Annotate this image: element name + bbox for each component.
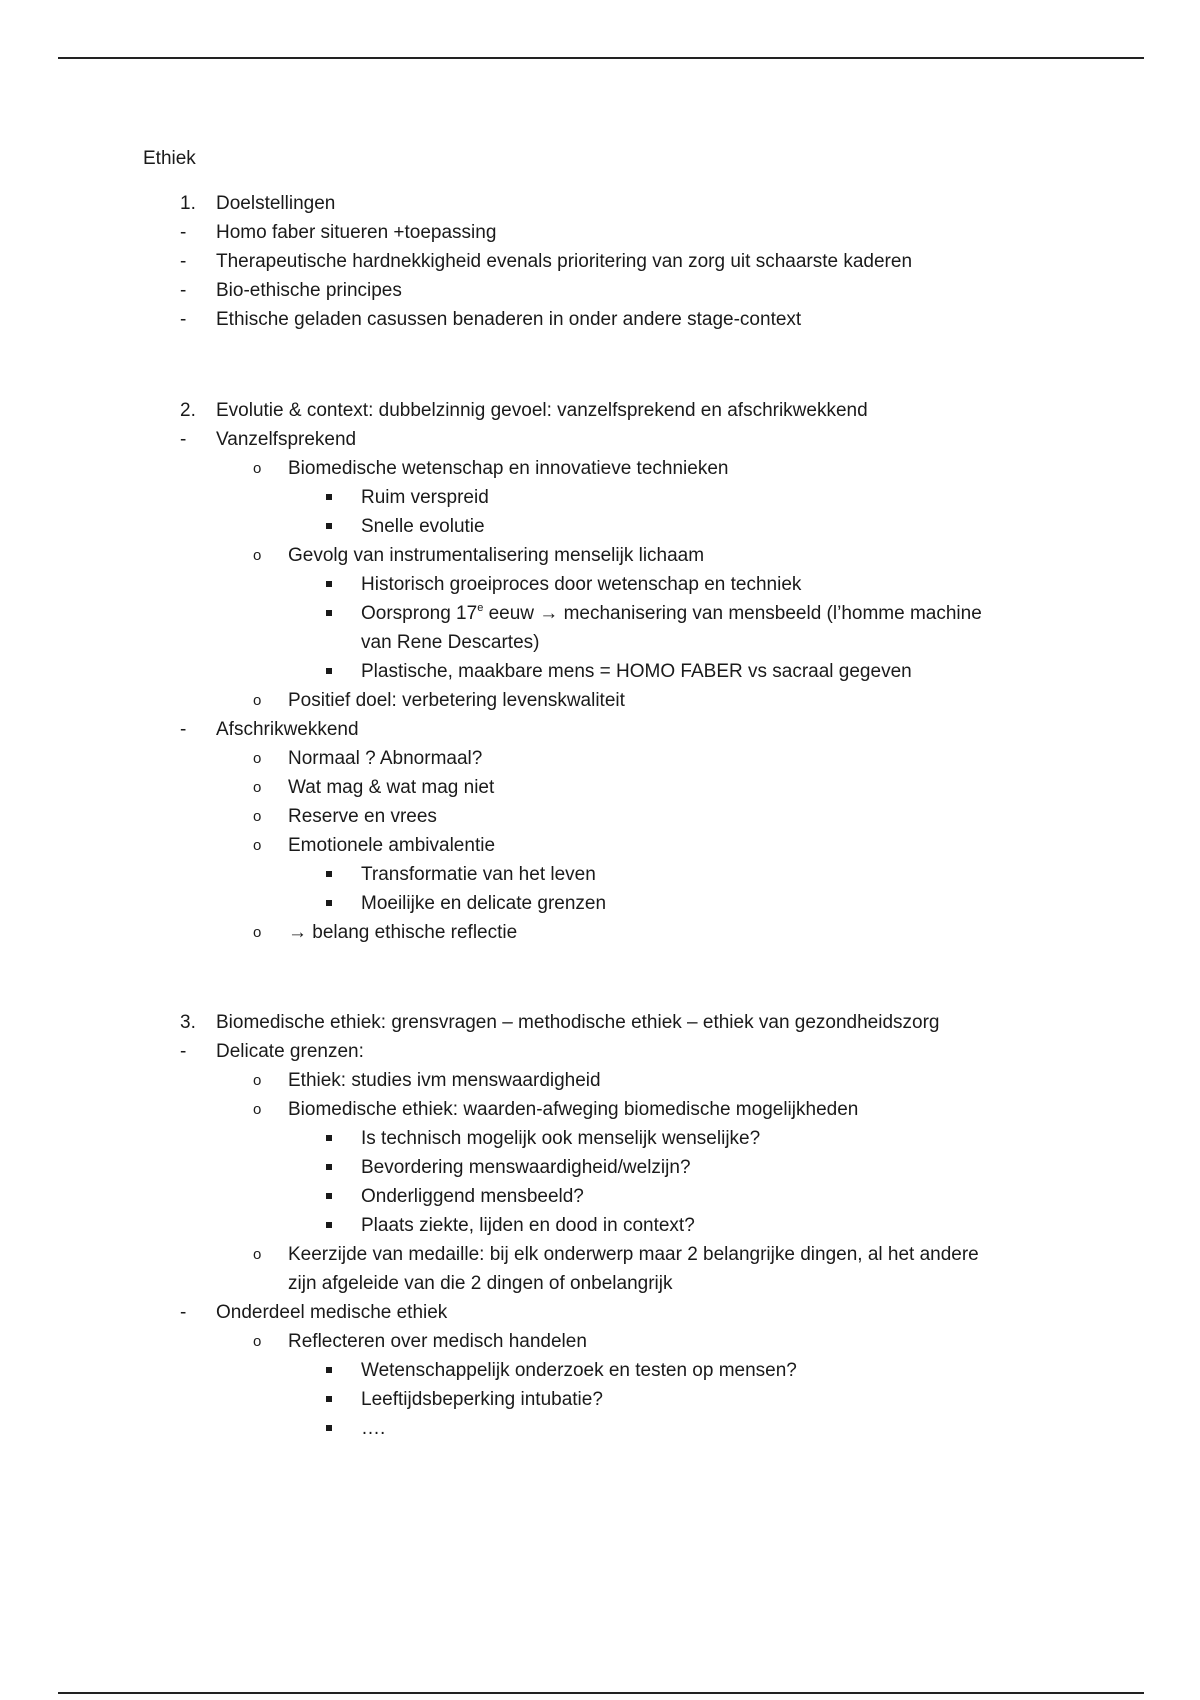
list-item: Wetenschappelijk onderzoek en testen op mensen?: [0, 1356, 1200, 1385]
list-item: Onderliggend mensbeeld?: [0, 1182, 1200, 1211]
list-item: Bevordering menswaardigheid/welzijn?: [0, 1153, 1200, 1182]
document-title: Ethiek: [143, 148, 196, 169]
square-bullet: [326, 1135, 332, 1141]
list-item: - Delicate grenzen:: [0, 1037, 1200, 1066]
list-item: o Reserve en vrees: [0, 802, 1200, 831]
square-bullet: [326, 610, 332, 616]
square-bullet: [326, 581, 332, 587]
square-bullet: [326, 668, 332, 674]
list-item: Transformatie van het leven: [0, 860, 1200, 889]
square-bullet: [326, 494, 332, 500]
circle-bullet: o: [253, 692, 262, 709]
list-item: - Ethische geladen casussen benaderen in onder andere stage-context: [0, 305, 1200, 334]
dash-bullet: -: [180, 1041, 187, 1062]
circle-bullet: o: [253, 837, 262, 854]
list-item: - Homo faber situeren +toepassing: [0, 218, 1200, 247]
section-1-heading: 1. Doelstellingen: [180, 193, 336, 214]
list-item: ….: [0, 1414, 1200, 1443]
list-item: o Biomedische ethiek: waarden-afweging biomedische mogelijkheden: [0, 1095, 1200, 1124]
dash-bullet: -: [180, 251, 187, 272]
list-item: o Wat mag & wat mag niet: [0, 773, 1200, 802]
section-3-heading: 3. Biomedische ethiek: grensvragen – methodische ethiek – ethiek van gezondheidszorg: [180, 1012, 940, 1033]
dash-bullet: -: [180, 280, 187, 301]
list-item-continuation: zijn afgeleide van die 2 dingen of onbelangrijk: [288, 1273, 673, 1294]
header-rule: [58, 57, 1144, 59]
list-item: Leeftijdsbeperking intubatie?: [0, 1385, 1200, 1414]
square-bullet: [326, 1367, 332, 1373]
section-2-heading: 2. Evolutie & context: dubbelzinnig gevoel: vanzelfsprekend en afschrikwekkend: [180, 400, 868, 421]
list-item-continuation: van Rene Descartes): [361, 632, 540, 653]
list-item: o → belang ethische reflectie: [0, 918, 1200, 947]
list-item: o Normaal ? Abnormaal?: [0, 744, 1200, 773]
footer-rule: [58, 1692, 1144, 1694]
list-item: - Therapeutische hardnekkigheid evenals prioritering van zorg uit schaarste kaderen: [0, 247, 1200, 276]
list-item: o Emotionele ambivalentie: [0, 831, 1200, 860]
dash-bullet: -: [180, 309, 187, 330]
list-item: - Bio-ethische principes: [0, 276, 1200, 305]
list-item: o Keerzijde van medaille: bij elk onderwerp maar 2 belangrijke dingen, al het andere: [0, 1240, 1200, 1269]
circle-bullet: o: [253, 547, 262, 564]
list-item: - Afschrikwekkend: [0, 715, 1200, 744]
list-item: Ruim verspreid: [0, 483, 1200, 512]
square-bullet: [326, 1425, 332, 1431]
dash-bullet: -: [180, 1302, 187, 1323]
list-item: o Ethiek: studies ivm menswaardigheid: [0, 1066, 1200, 1095]
list-item: Historisch groeiproces door wetenschap en techniek: [0, 570, 1200, 599]
list-item: - Vanzelfsprekend: [0, 425, 1200, 454]
circle-bullet: o: [253, 1072, 262, 1089]
square-bullet: [326, 1396, 332, 1402]
list-item: Moeilijke en delicate grenzen: [0, 889, 1200, 918]
list-item: o Gevolg van instrumentalisering menselijk lichaam: [0, 541, 1200, 570]
dash-bullet: -: [180, 429, 187, 450]
circle-bullet: o: [253, 808, 262, 825]
square-bullet: [326, 1164, 332, 1170]
list-item: o Biomedische wetenschap en innovatieve technieken: [0, 454, 1200, 483]
circle-bullet: o: [253, 1246, 262, 1263]
list-item: o Positief doel: verbetering levenskwaliteit: [0, 686, 1200, 715]
circle-bullet: o: [253, 460, 262, 477]
square-bullet: [326, 1193, 332, 1199]
circle-bullet: o: [253, 924, 262, 941]
square-bullet: [326, 871, 332, 877]
list-item: Is technisch mogelijk ook menselijk wenselijke?: [0, 1124, 1200, 1153]
list-item: Plastische, maakbare mens = HOMO FABER vs sacraal gegeven: [0, 657, 1200, 686]
square-bullet: [326, 900, 332, 906]
dash-bullet: -: [180, 222, 187, 243]
list-item: Snelle evolutie: [0, 512, 1200, 541]
circle-bullet: o: [253, 1333, 262, 1350]
square-bullet: [326, 523, 332, 529]
circle-bullet: o: [253, 750, 262, 767]
list-item: - Onderdeel medische ethiek: [0, 1298, 1200, 1327]
list-item: o Reflecteren over medisch handelen: [0, 1327, 1200, 1356]
list-item: Oorsprong 17e eeuw → mechanisering van mensbeeld (l’homme machine: [0, 599, 1200, 628]
circle-bullet: o: [253, 779, 262, 796]
square-bullet: [326, 1222, 332, 1228]
circle-bullet: o: [253, 1101, 262, 1118]
list-item: Plaats ziekte, lijden en dood in context?: [0, 1211, 1200, 1240]
dash-bullet: -: [180, 719, 187, 740]
